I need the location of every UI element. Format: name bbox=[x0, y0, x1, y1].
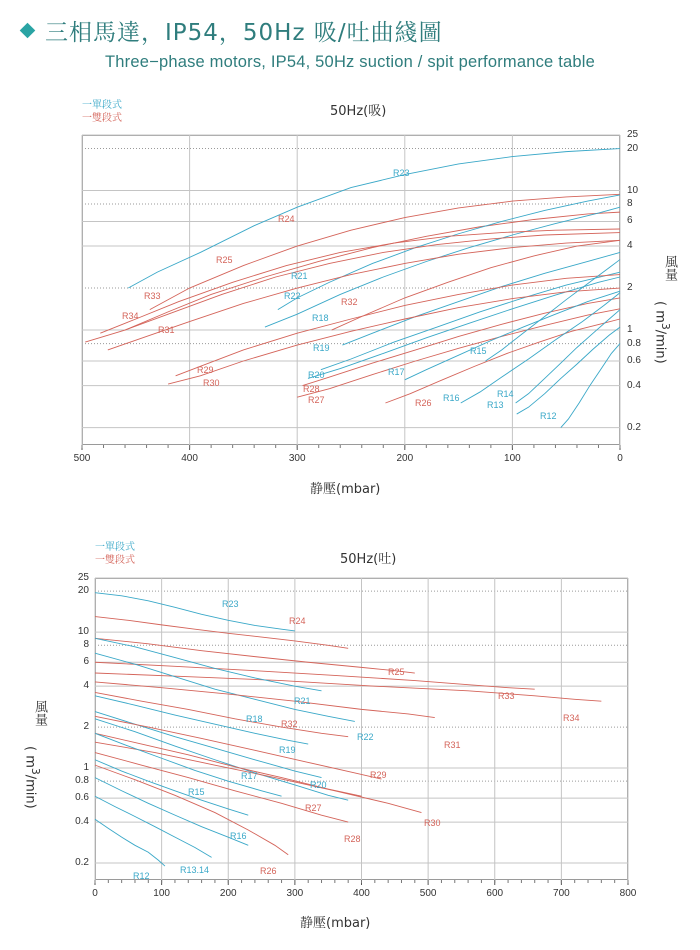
y-tick-label: 10 bbox=[77, 626, 89, 638]
curve-label-R27: R27 bbox=[308, 395, 325, 405]
series-curve-R31 bbox=[95, 682, 435, 718]
curve-label-R21: R21 bbox=[294, 696, 311, 706]
y-tick-label: 25 bbox=[77, 572, 89, 583]
x-tick-label: 400 bbox=[181, 453, 198, 464]
y-tick-label: 0.6 bbox=[75, 792, 89, 804]
y-tick-label: 0.2 bbox=[627, 421, 641, 433]
curve-label-R18: R18 bbox=[246, 714, 263, 724]
curve-label-R12: R12 bbox=[133, 871, 150, 881]
x-tick-label: 0 bbox=[617, 453, 623, 464]
x-tick-label: 100 bbox=[504, 453, 521, 464]
y-tick-label: 20 bbox=[77, 585, 89, 597]
x-tick-label: 300 bbox=[286, 888, 304, 899]
curve-label-R34: R34 bbox=[563, 713, 580, 723]
curve-label-R25: R25 bbox=[388, 667, 405, 677]
y-tick-label: 0.8 bbox=[75, 775, 89, 787]
y-tick-label: 0.8 bbox=[627, 337, 641, 349]
page-title-en: Three−phase motors, IP54, 50Hz suction / spit performance table bbox=[105, 53, 595, 71]
x-tick-label: 500 bbox=[73, 453, 91, 464]
curve-label-R31: R31 bbox=[444, 740, 461, 750]
curve-label-R27: R27 bbox=[305, 803, 322, 813]
x-tick-label: 300 bbox=[288, 453, 306, 464]
y-tick-label: 6 bbox=[627, 215, 633, 227]
curve-label-R16: R16 bbox=[230, 831, 247, 841]
y-tick-label: 0.4 bbox=[627, 379, 641, 391]
curve-label-R29: R29 bbox=[197, 365, 214, 375]
y-tick-label: 4 bbox=[83, 680, 89, 692]
x-tick-label: 800 bbox=[619, 888, 637, 899]
y-tick-label: 1 bbox=[83, 762, 89, 773]
y-tick-label: 20 bbox=[627, 142, 639, 154]
x-tick-label: 700 bbox=[553, 888, 570, 899]
curve-label-R24: R24 bbox=[289, 616, 306, 626]
series-curve-R23 bbox=[95, 593, 295, 631]
y-tick-label: 10 bbox=[627, 184, 639, 196]
y-tick-label: 8 bbox=[83, 639, 89, 651]
curve-label-R28: R28 bbox=[344, 834, 361, 844]
curve-label-R28: R28 bbox=[303, 384, 320, 394]
chart-spit-title: 50Hz(吐) bbox=[340, 552, 397, 567]
y-tick-label: 4 bbox=[627, 240, 633, 252]
x-tick-label: 200 bbox=[219, 888, 237, 899]
curve-label-R30: R30 bbox=[424, 818, 441, 828]
x-tick-label: 400 bbox=[353, 888, 370, 899]
curve-label-R21: R21 bbox=[291, 271, 308, 281]
curve-label-R31: R31 bbox=[158, 325, 175, 335]
curve-label-R22: R22 bbox=[357, 732, 374, 742]
curve-label-R24: R24 bbox=[278, 214, 295, 224]
curve-label-R19: R19 bbox=[279, 745, 296, 755]
curve-label-R13: R13 bbox=[487, 400, 504, 410]
curve-label-R25: R25 bbox=[216, 255, 233, 265]
y-tick-label: 25 bbox=[627, 129, 639, 140]
curve-label-R20: R20 bbox=[308, 370, 325, 380]
x-tick-label: 500 bbox=[419, 888, 437, 899]
page-title-cn: 三相馬達，IP54，50Hz 吸/吐曲綫圖 bbox=[45, 20, 443, 46]
curve-label-R32: R32 bbox=[341, 297, 358, 307]
x-tick-label: 0 bbox=[92, 888, 98, 899]
chart-suction-yaxis-title: 風量 ( $m^3/\min$) bbox=[652, 255, 677, 364]
curve-label-R17: R17 bbox=[388, 367, 405, 377]
curve-label-R33: R33 bbox=[498, 691, 515, 701]
y-tick-label: 0.4 bbox=[75, 816, 89, 828]
y-tick-label: 8 bbox=[627, 198, 633, 210]
series-curve-R18 bbox=[95, 696, 308, 744]
curve-label-R26: R26 bbox=[260, 866, 277, 876]
curve-label-R34: R34 bbox=[122, 311, 139, 321]
curve-label-R22: R22 bbox=[284, 291, 301, 301]
curve-label-R14: R14 bbox=[497, 389, 514, 399]
x-tick-label: 100 bbox=[153, 888, 170, 899]
series-curve-R34 bbox=[95, 673, 601, 701]
y-tick-label: 2 bbox=[83, 721, 89, 733]
series-curve-R25 bbox=[95, 638, 415, 673]
x-tick-label: 600 bbox=[486, 888, 504, 899]
curve-label-R13.14: R13.14 bbox=[180, 865, 210, 875]
curve-label-R12: R12 bbox=[540, 411, 557, 421]
x-tick-label: 200 bbox=[396, 453, 414, 464]
curve-label-R19: R19 bbox=[313, 343, 330, 353]
curve-label-R20: R20 bbox=[310, 780, 327, 790]
series-curve-R21 bbox=[95, 638, 322, 690]
y-tick-label: 1 bbox=[627, 324, 633, 336]
chart-suction-xaxis-title: 静壓(mbar) bbox=[310, 482, 381, 497]
legend-double-stage: 一雙段式 bbox=[82, 113, 122, 124]
curve-label-R30: R30 bbox=[203, 378, 220, 388]
curve-label-R15: R15 bbox=[188, 787, 205, 797]
y-tick-label: 6 bbox=[83, 656, 89, 668]
y-tick-label: 2 bbox=[627, 282, 633, 294]
curve-label-R32: R32 bbox=[281, 719, 298, 729]
curve-label-R18: R18 bbox=[312, 313, 329, 323]
curve-label-R33: R33 bbox=[144, 291, 161, 301]
y-tick-label: 0.2 bbox=[75, 857, 89, 869]
legend-double-stage-2: 一雙段式 bbox=[95, 555, 135, 566]
y-tick-label: 0.6 bbox=[627, 354, 641, 366]
curve-label-R26: R26 bbox=[415, 398, 432, 408]
curve-label-R17: R17 bbox=[241, 771, 258, 781]
chart-spit-yaxis-title: 風量 ( $m^3/\min$) bbox=[22, 700, 47, 809]
curve-label-R29: R29 bbox=[370, 770, 387, 780]
curve-label-R23: R23 bbox=[222, 599, 239, 609]
legend-single-stage-2: 一單段式 bbox=[95, 542, 135, 553]
curve-label-R15: R15 bbox=[470, 346, 487, 356]
chart-suction-title: 50Hz(吸) bbox=[330, 104, 387, 119]
chart-spit-xaxis-title: 静壓(mbar) bbox=[300, 916, 371, 931]
curve-label-R23: R23 bbox=[393, 168, 410, 178]
curve-label-R16: R16 bbox=[443, 393, 460, 403]
legend-single-stage: 一單段式 bbox=[82, 100, 122, 111]
